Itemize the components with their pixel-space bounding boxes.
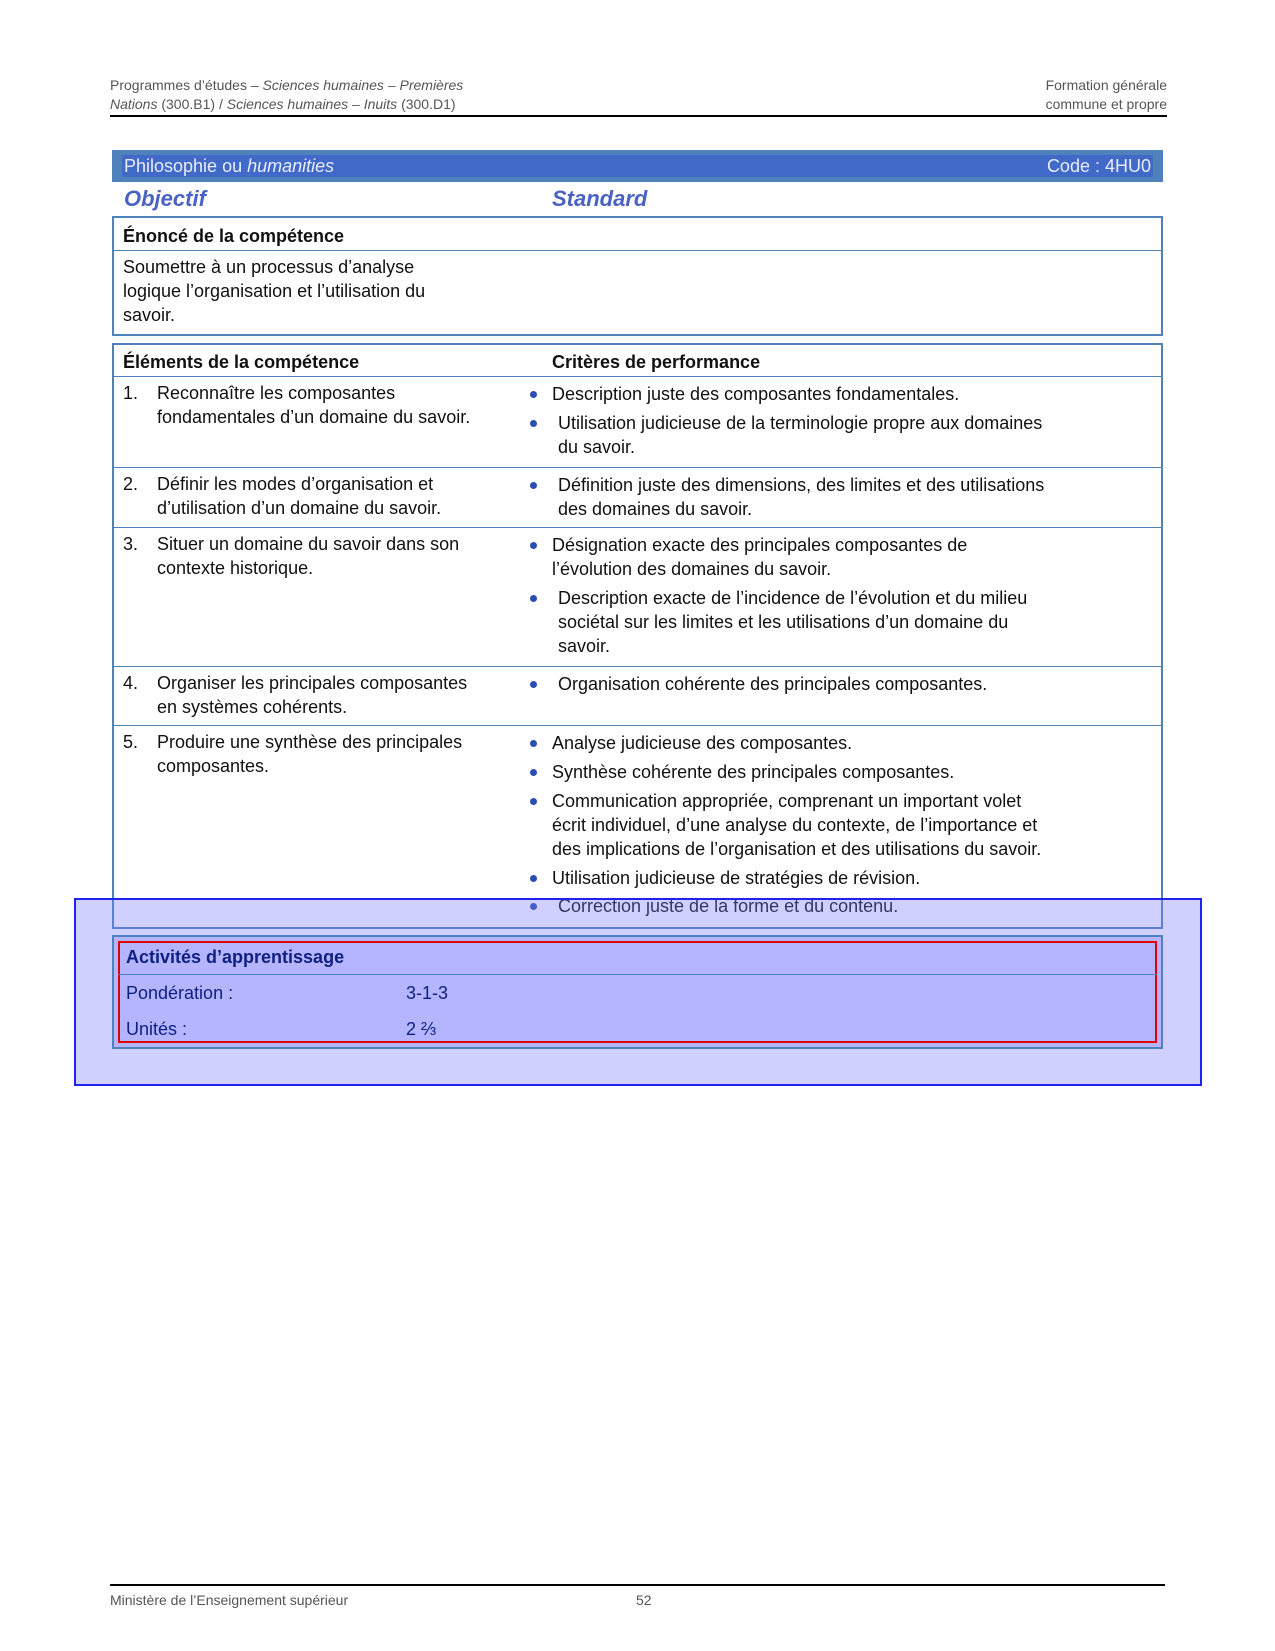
course-title: Philosophie ou humanities (124, 156, 335, 176)
element-text: Organiser les principales composantes en systèmes cohérents. (157, 673, 468, 717)
header-text: Nations (110, 96, 162, 112)
table-row-divider (114, 666, 1161, 667)
bullet-icon (530, 391, 537, 398)
bullet-icon (530, 798, 537, 805)
element-number: 5. (123, 732, 139, 752)
header-text: Sciences humaines – Inuits (226, 96, 402, 112)
bullet-icon (530, 875, 537, 882)
element-text: Reconnaître les composantes fondamentales d’un domaine du savoir. (157, 383, 471, 427)
criterion-item: Organisation cohérente des principales composantes. (558, 674, 988, 694)
bullet-icon (530, 542, 537, 549)
header-text: commune et propre (1045, 96, 1167, 112)
element-number: 2. (123, 474, 139, 494)
page-number: 52 (636, 1592, 652, 1608)
footer-text: Ministère de l’Enseignement supérieur (110, 1592, 349, 1608)
criterion-item: Définition juste des dimensions, des limites et des utilisations des domaines du savoir. (558, 475, 1045, 519)
objectif-label: Objectif (124, 186, 206, 211)
unites-label: Unités : (126, 1019, 188, 1039)
criterion-item: Synthèse cohérente des principales composantes. (552, 762, 955, 782)
criterion-item: Analyse judicieuse des composantes. (552, 733, 853, 753)
enonce-box (112, 216, 1163, 336)
criterion-item: Utilisation judicieuse de la terminologie propre aux domaines du savoir. (558, 413, 1043, 457)
header-text: Formation générale (1045, 77, 1167, 93)
footer-rule (110, 1584, 1165, 1586)
ponderation-value: 3-1-3 (406, 983, 449, 1003)
element-text: Produire une synthèse des principales composantes. (157, 732, 463, 776)
bullet-icon (530, 595, 537, 602)
criterion-item: Communication appropriée, comprenant un important volet écrit individuel, d’une analyse du contexte, de l’importance et des implications de l’organisation et des utilisations du savoir. (552, 791, 1042, 859)
bullet-icon (530, 482, 537, 489)
unites-value: 2 ⅔ (406, 1019, 437, 1039)
course-code: Code : 4HU0 (1046, 156, 1151, 176)
course-title-bar (112, 150, 1163, 182)
header-text: (300.B1) / (161, 96, 227, 112)
bullet-icon (530, 420, 537, 427)
enonce-heading: Énoncé de la compétence (123, 226, 345, 246)
elements-heading: Éléments de la compétence (123, 352, 360, 372)
bullet-icon (530, 769, 537, 776)
criterion-item: Correction juste de la forme et du contenu. (558, 896, 899, 916)
bullet-icon (530, 681, 537, 688)
activities-heading: Activités d’apprentissage (126, 947, 345, 967)
table-row-divider (114, 467, 1161, 468)
element-number: 1. (123, 383, 139, 403)
ponderation-label: Pondération : (126, 983, 234, 1003)
element-text: Définir les modes d’organisation et d’utilisation d’un domaine du savoir. (157, 474, 442, 518)
enonce-text: Soumettre à un processus d’analyse logique l’organisation et l’utilisation du savoir. (123, 257, 426, 325)
header-text: (300.D1) (401, 96, 456, 112)
standard-label: Standard (552, 186, 648, 211)
criterion-item: Description exacte de l’incidence de l’évolution et du milieu sociétal sur les limites et les utilisations d’un domaine du savoir. (558, 588, 1028, 656)
element-text: Situer un domaine du savoir dans son contexte historique. (157, 534, 460, 578)
header-text: Sciences humaines – Premières (262, 77, 464, 93)
header-text: Programmes d’études – (110, 77, 263, 93)
header-left (110, 76, 463, 114)
elements-table (112, 343, 1163, 929)
table-row-divider (114, 527, 1161, 528)
header-rule (110, 115, 1167, 117)
table-row-divider (114, 376, 1161, 377)
element-number: 3. (123, 534, 139, 554)
criterion-item: Description juste des composantes fondamentales. (552, 384, 960, 404)
element-number: 4. (123, 673, 139, 693)
criteria-heading: Critères de performance (552, 352, 761, 372)
bullet-icon (530, 740, 537, 747)
criterion-item: Désignation exacte des principales composantes de l’évolution des domaines du savoir. (552, 535, 968, 579)
header-right (1046, 76, 1167, 114)
criterion-item: Utilisation judicieuse de stratégies de révision. (552, 868, 921, 888)
table-row-divider (114, 725, 1161, 726)
activities-box (112, 935, 1163, 1049)
